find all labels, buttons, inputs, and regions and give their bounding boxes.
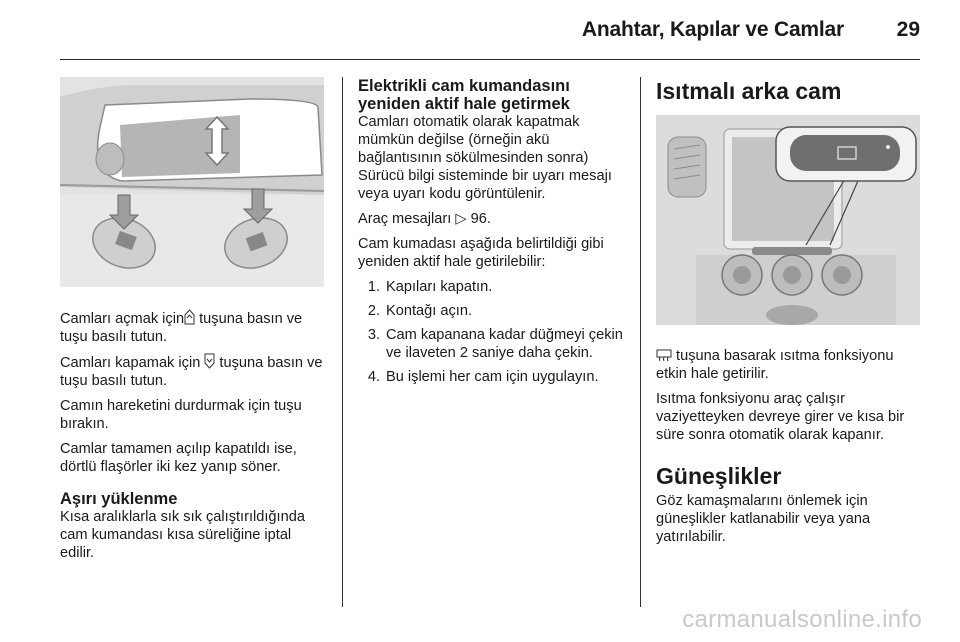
reactivate-heading: Elektrikli cam kumandasını yeniden aktif hale getirmek (358, 77, 570, 113)
chapter-title: Anahtar, Kapılar ve Camlar (581, 18, 844, 41)
close-windows-paragraph: Camları kapamak için tuşuna basın ve tuşu basılı tutun. (60, 355, 323, 389)
sun-visors-heading: Güneşlikler (656, 463, 782, 489)
list-item: 4. Bu işlemi her cam için uygulayın. (367, 369, 599, 385)
column-divider-1 (342, 77, 343, 607)
column-divider-2 (640, 77, 641, 607)
rear-defrost-icon (656, 349, 672, 362)
window-up-icon (184, 309, 195, 325)
reactivate-intro-paragraph: Camları otomatik olarak kapatmak mümkün değilse (örneğin akü bağlantısının sökülmesinden sonra) Sürücü bilgi sisteminde bir uyarı mesajı veya uyarı kodu görüntülenir. (358, 114, 612, 202)
reactivate-steps-list (358, 278, 626, 386)
reactivate-method-paragraph: Cam kumadası aşağıda belirtildiği gibi yeniden aktif hale getirilebilir: (358, 236, 604, 270)
overload-paragraph: Kısa aralıklarla sık sık çalıştırıldığında cam kumandası kısa süreliğine iptal edilir. (60, 509, 305, 561)
column-left (60, 77, 328, 569)
hazard-flash-paragraph: Camlar tamamen açılıp kapatıldı ise, dörtlü flaşörler iki kez yanıp söner. (60, 441, 297, 475)
window-down-icon (204, 353, 215, 369)
list-item: 1. Kapıları kapatın. (367, 279, 493, 295)
watermark: carmanualsonline.info (682, 606, 922, 633)
stop-movement-paragraph: Camın hareketini durdurmak için tuşu bırakın. (60, 398, 302, 432)
dashboard-defroster-illustration (656, 115, 920, 325)
page-reference-link[interactable]: 96. (470, 211, 491, 227)
heater-function-paragraph: Isıtma fonksiyonu araç çalışır vaziyetteyken devreye girer ve kısa bir süre sonra otomatik olarak kapanır. (656, 391, 905, 443)
list-item: 3. Cam kapanana kadar düğmeyi çekin ve ilaveten 2 saniye daha çekin. (367, 327, 623, 361)
overload-heading: Aşırı yüklenme (60, 490, 178, 508)
heater-button-paragraph: tuşuna basarak ısıtma fonksiyonu etkin hale getirilir. (656, 348, 894, 382)
list-item: 2. Kontağı açın. (367, 303, 473, 319)
open-windows-paragraph: Camları açmak için tuşuna basın ve tuşu basılı tutun. (60, 311, 303, 345)
column-right (656, 77, 922, 553)
power-window-illustration (60, 77, 324, 287)
page-header (0, 0, 960, 62)
reference-arrow-icon: ▷ (455, 211, 467, 227)
sun-visors-paragraph: Göz kamaşmalarını önlemek için güneşlikler katlanabilir veya yana yatırılabilir. (656, 493, 871, 545)
vehicle-messages-reference: Araç mesajları ▷ 96. (358, 211, 491, 227)
column-middle (358, 77, 626, 392)
header-divider (60, 59, 920, 60)
page-number: 29 (896, 18, 920, 41)
heated-rear-window-heading: Isıtmalı arka cam (656, 78, 842, 104)
